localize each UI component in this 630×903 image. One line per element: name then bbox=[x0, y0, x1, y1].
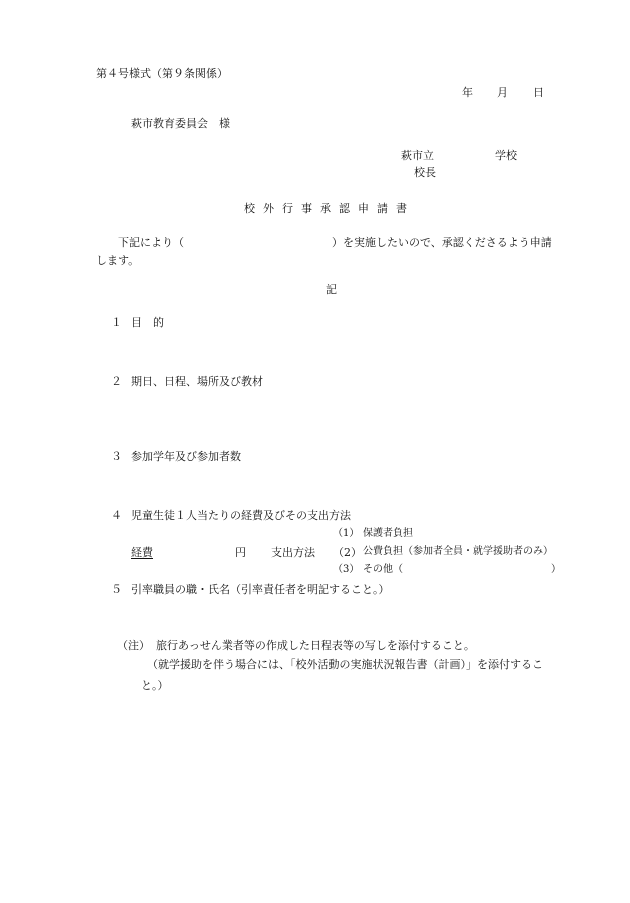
date-year: 年 bbox=[462, 86, 473, 99]
option-1-text: 保護者負担 bbox=[363, 528, 413, 539]
item-1-number: １ bbox=[111, 316, 122, 329]
item-3-number: ３ bbox=[111, 450, 122, 463]
intro-part1: 下記により（ bbox=[118, 236, 184, 249]
option-3-text: その他（ bbox=[363, 564, 403, 575]
form-number: 第４号様式（第９条関係） bbox=[96, 67, 228, 80]
date-month: 月 bbox=[497, 86, 508, 99]
note-label: （注） bbox=[117, 639, 150, 652]
item-5-number: ５ bbox=[111, 583, 122, 596]
expense-label: 経費 bbox=[131, 546, 153, 559]
note-line-2: （就学援助を伴う場合には、「校外活動の実施状況報告書（計画）」を添付するこ bbox=[147, 658, 543, 671]
note-line-1: 旅行あっせん業者等の作成した日程表等の写しを添付すること。 bbox=[156, 639, 475, 652]
option-1-number: （1） bbox=[333, 528, 360, 539]
item-2-number: ２ bbox=[111, 375, 122, 388]
item-5-label: 引率職員の職・氏名（引率責任者を明記すること。） bbox=[131, 583, 390, 596]
option-2-number: （2） bbox=[333, 546, 362, 559]
document-title: 校外行事承認申請書 bbox=[244, 202, 415, 215]
item-2-label: 期日、日程、場所及び教材 bbox=[131, 375, 263, 388]
item-4-number: ４ bbox=[111, 509, 122, 522]
ki-heading: 記 bbox=[326, 283, 337, 296]
principal: 校長 bbox=[414, 166, 436, 179]
item-3-label: 参加学年及び参加者数 bbox=[131, 450, 241, 463]
intro-part2: ）を実施したいので、承認くださるよう申請 bbox=[332, 236, 552, 249]
item-4-label: 児童生徒１人当たりの経費及びその支出方法 bbox=[131, 509, 351, 522]
item-1-label: 目 的 bbox=[131, 316, 164, 329]
school-prefix: 萩市立 bbox=[401, 149, 434, 162]
option-2-text: 公費負担（参加者全員・就学援助者のみ） bbox=[363, 546, 553, 557]
date-day: 日 bbox=[533, 86, 544, 99]
school-suffix: 学校 bbox=[495, 149, 517, 162]
option-3-number: （3） bbox=[333, 564, 360, 575]
note-line-3: と。） bbox=[141, 679, 169, 692]
expense-field bbox=[131, 547, 249, 558]
option-3-close: ） bbox=[551, 564, 561, 575]
expense-unit: 円 bbox=[235, 546, 246, 559]
intro-line2: します。 bbox=[96, 254, 140, 267]
addressee: 萩市教育委員会 様 bbox=[131, 117, 230, 130]
payment-method-label: 支出方法 bbox=[271, 546, 315, 559]
